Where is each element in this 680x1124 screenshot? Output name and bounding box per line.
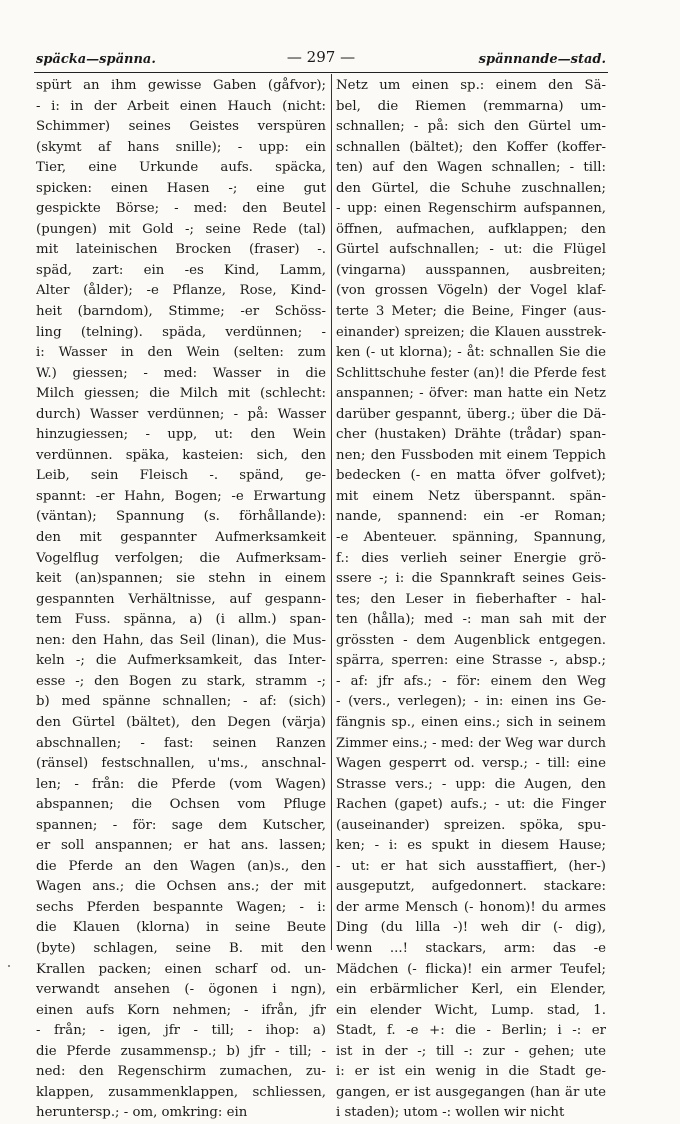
text-line: heit (barndom), Stimme; -er Schöss-: [36, 304, 326, 320]
text-line: ist in der -; till -: zur - gehen; ute: [336, 1043, 606, 1059]
text-line: abspannen; die Ochsen vom Pfluge: [36, 797, 326, 813]
text-line: ned: den Regenschirm zumachen, zu-: [36, 1064, 326, 1080]
text-line: -e Abenteuer. spänning, Spannung,: [336, 530, 606, 546]
text-line: die Pferde zusammensp.; b) jfr - till; -: [36, 1043, 326, 1059]
text-line: den mit gespannter Aufmerksamkeit: [36, 530, 326, 546]
text-line: Wagen ans.; die Ochsen ans.; der mit: [36, 879, 326, 895]
text-line: verwandt ansehen (- ögonen i ngn),: [36, 982, 326, 998]
page-header: [36, 48, 606, 70]
text-line: ausgeputzt, aufgedonnert. stackare:: [336, 879, 606, 895]
text-line: spürt an ihm gewisse Gaben (gåfvor);: [36, 78, 326, 93]
text-line: nen; den Fussboden mit einem Teppich: [336, 447, 606, 463]
text-line: Netz um einen sp.: einem den Sä-: [336, 78, 606, 93]
text-line: - i: in der Arbeit einen Hauch (nicht:: [36, 98, 326, 114]
text-line: die Klauen (klorna) in seine Beute: [36, 920, 326, 936]
text-line: Rachen (gapet) aufs.; - ut: die Finger: [336, 797, 606, 813]
text-line: späd, zart: ein -es Kind, Lamm,: [36, 262, 326, 278]
text-line: darüber gespannt, überg.; über die Dä-: [336, 406, 606, 422]
margin-speck: [8, 965, 10, 967]
text-line: anspannen; - öfver: man hatte ein Netz: [336, 386, 606, 402]
text-line: spannt: -er Hahn, Bogen; -e Erwartung: [36, 488, 326, 504]
text-line: ein erbärmlicher Kerl, ein Elender,: [336, 982, 606, 998]
text-line: wenn ...! stackars, arm: das -e: [336, 940, 606, 956]
column-divider: [331, 74, 332, 950]
text-line: ling (telning). späda, verdünnen; -: [36, 324, 326, 340]
text-line: b) med spänne schnallen; - af: (sich): [36, 694, 326, 710]
text-line: fängnis sp., einen eins.; sich in seinem: [336, 714, 606, 730]
text-line: - upp: einen Regenschirm aufspannen,: [336, 201, 606, 217]
text-line: spärra, sperren: eine Strasse -, absp.;: [336, 653, 606, 669]
text-line: hinzugiessen; - upp, ut: den Wein: [36, 427, 326, 443]
text-line: spannen; - för: sage dem Kutscher,: [36, 817, 326, 833]
text-line: (byte) schlagen, seine B. mit den: [36, 940, 326, 956]
text-line: Schimmer) seines Geistes verspüren: [36, 119, 326, 135]
text-line: terte 3 Meter; die Beine, Finger (aus-: [336, 304, 606, 320]
text-line: die Pferde an den Wagen (an)s., den: [36, 858, 326, 874]
text-line: durch) Wasser verdünnen; - på: Wasser: [36, 406, 326, 422]
text-line: i: er ist ein wenig in die Stadt ge-: [336, 1064, 606, 1080]
text-line: (auseinander) spreizen. spöka, spu-: [336, 817, 606, 833]
text-line: f.: dies verlieh seiner Energie grö-: [336, 550, 606, 566]
text-line: mit einem Netz überspannt. spän-: [336, 488, 606, 504]
text-line: heruntersp.; - om, omkring: ein: [36, 1105, 248, 1121]
text-line: tes; den Leser in fieberhafter - hal-: [336, 591, 606, 607]
text-line: - (vers., verlegen); - in: einen ins Ge-: [336, 694, 606, 710]
text-line: - från; - igen, jfr - till; - ihop: a): [36, 1023, 326, 1039]
text-line: (skymt af hans snille); - upp: ein: [36, 139, 326, 155]
text-line: Tier, eine Urkunde aufs. späcka,: [36, 160, 326, 176]
text-line: (pungen) mit Gold -; seine Rede (tal): [36, 221, 326, 237]
text-line: den Gürtel (bältet), den Degen (värja): [36, 714, 326, 730]
text-line: keln -; die Aufmerksamkeit, das Inter-: [36, 653, 326, 669]
text-line: keit (an)spannen; sie stehn in einem: [36, 571, 326, 587]
left-column: [36, 76, 326, 1124]
text-line: gespickte Börse; - med: den Beutel: [36, 201, 326, 217]
text-line: der arme Mensch (- honom)! du armes: [336, 899, 606, 915]
text-line: len; - från: die Pferde (vom Wagen): [36, 776, 326, 792]
header-left-guideword: späcka—spänna.: [36, 52, 156, 67]
text-line: bedecken (- en matta öfver golfvet);: [336, 468, 606, 484]
text-line: (vingarna) ausspannen, ausbreiten;: [336, 262, 606, 278]
text-line: Schlittschuhe fester (an)! die Pferde fest: [336, 365, 606, 381]
text-line: ssere -; i: die Spannkraft seines Geis-: [336, 571, 606, 587]
text-line: esse -; den Bogen zu stark, stramm -;: [36, 673, 326, 689]
text-line: ken; - i: es spukt in diesem Hause;: [336, 838, 606, 854]
text-line: ten (hålla); med -: man sah mit der: [336, 612, 606, 628]
text-line: schnallen (bältet); den Koffer (koffer-: [336, 139, 606, 155]
text-line: Gürtel aufschnallen; - ut: die Flügel: [336, 242, 606, 258]
text-line: bel, die Riemen (remmarna) um-: [336, 98, 606, 114]
text-line: mit lateinischen Brocken (fraser) -.: [36, 242, 326, 258]
text-line: öffnen, aufmachen, aufklappen; den: [336, 221, 606, 237]
text-line: er soll anspannen; er hat ans. lassen;: [36, 838, 326, 854]
text-line: gespannten Verhältnisse, auf gespann-: [36, 591, 326, 607]
text-line: den Gürtel, die Schuhe zuschnallen;: [336, 180, 606, 196]
text-line: schnallen; - på: sich den Gürtel um-: [336, 119, 606, 135]
text-line: Vogelflug verfolgen; die Aufmerksam-: [36, 550, 326, 566]
text-line: tem Fuss. spänna, a) (i allm.) span-: [36, 612, 326, 628]
text-line: ten) auf den Wagen schnallen; - till:: [336, 160, 606, 176]
text-line: (väntan); Spannung (s. förhållande):: [36, 509, 326, 525]
page-number: — 297 —: [286, 48, 356, 66]
text-line: grössten - dem Augenblick entgegen.: [336, 632, 606, 648]
text-line: sechs Pferden bespannte Wagen; - i:: [36, 899, 326, 915]
text-line: - af: jfr afs.; - för: einem den Weg: [336, 673, 606, 689]
text-line: ein elender Wicht, Lump. stad, 1.: [336, 1002, 606, 1018]
text-line: Alter (ålder); -e Pflanze, Rose, Kind-: [36, 283, 326, 299]
text-line: Krallen packen; einen scharf od. un-: [36, 961, 326, 977]
text-line: spicken: einen Hasen -; eine gut: [36, 180, 326, 196]
text-line: nande, spannend: ein -er Roman;: [336, 509, 606, 525]
text-line: Strasse vers.; - upp: die Augen, den: [336, 776, 606, 792]
text-line: (von grossen Vögeln) der Vogel klaf-: [336, 283, 606, 299]
right-column: [336, 76, 606, 1124]
text-line: nen: den Hahn, das Seil (linan), die Mus-: [36, 632, 326, 648]
text-line: W.) giessen; - med: Wasser in die: [36, 365, 326, 381]
text-line: einander) spreizen; die Klauen ausstrek-: [336, 324, 606, 340]
text-line: verdünnen. späka, kasteien: sich, den: [36, 447, 326, 463]
header-right-guideword: spännande—stad.: [478, 52, 606, 67]
text-line: einen aufs Korn nehmen; - ifrån, jfr: [36, 1002, 326, 1018]
text-line: i: Wasser in den Wein (selten: zum: [36, 345, 326, 361]
text-line: gangen, er ist ausgegangen (han är ute: [336, 1084, 606, 1100]
text-line: Wagen gesperrt od. versp.; - till: eine: [336, 756, 606, 772]
text-line: - ut: er hat sich ausstaffiert, (her-): [336, 858, 606, 874]
text-line: Ding (du lilla -)! weh dir (- dig),: [336, 920, 606, 936]
text-line: (ränsel) festschnallen, u'ms., anschnal-: [36, 756, 326, 772]
text-line: klappen, zusammenklappen, schliessen,: [36, 1084, 326, 1100]
text-line: Zimmer eins.; - med: der Weg war durch: [336, 735, 606, 751]
header-rule: [34, 72, 608, 73]
text-line: Milch giessen; die Milch mit (schlecht:: [36, 386, 326, 402]
text-line: ken (- ut klorna); - åt: schnallen Sie die: [336, 345, 606, 361]
text-line: Stadt, f. -e +: die - Berlin; i -: er: [336, 1023, 606, 1039]
text-line: Leib, sein Fleisch -. spänd, ge-: [36, 468, 326, 484]
text-line: abschnallen; - fast: seinen Ranzen: [36, 735, 326, 751]
text-line: cher (hustaken) Drähte (trådar) span-: [336, 427, 606, 443]
text-line: i staden); utom -: wollen wir nicht: [336, 1105, 565, 1121]
text-line: Mädchen (- flicka)! ein armer Teufel;: [336, 961, 606, 977]
